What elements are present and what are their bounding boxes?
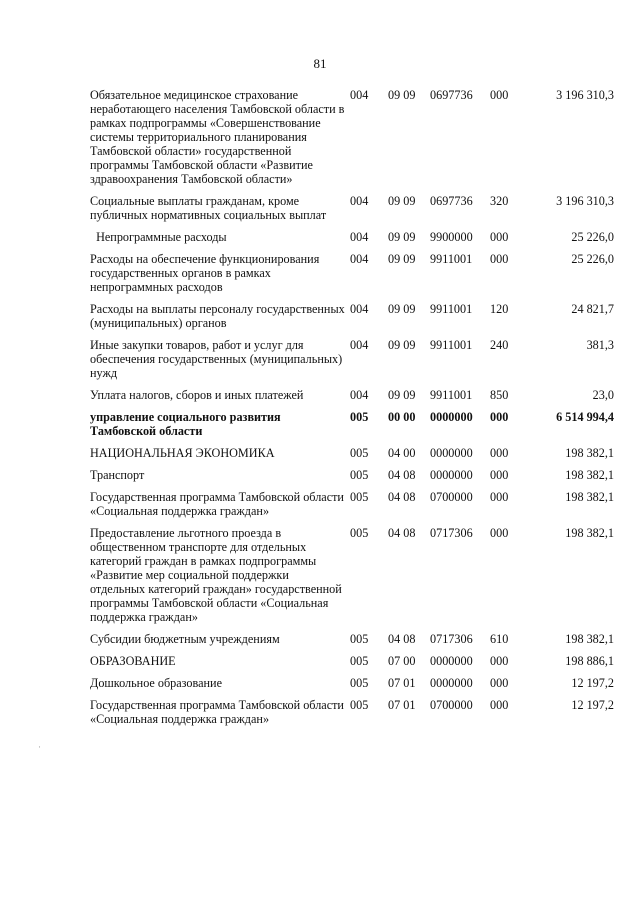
- row-amount: 3 196 310,3: [556, 88, 614, 102]
- row-admin-code: 005: [350, 676, 369, 690]
- row-amount: 24 821,7: [571, 302, 614, 316]
- row-target-code: 0000000: [430, 676, 473, 690]
- row-amount: 25 226,0: [571, 252, 614, 266]
- row-section-code: 04 00: [388, 446, 416, 460]
- table-row: [90, 632, 614, 654]
- table-row: [90, 388, 614, 410]
- table-row: [90, 338, 614, 388]
- row-target-code: 0700000: [430, 490, 473, 504]
- row-expense-type: 000: [490, 88, 509, 102]
- row-admin-code: 005: [350, 526, 369, 540]
- row-name: Предоставление льготного проезда в общественном транспорте для отдельных категорий граждан в рамках подпрограммы «Развитие мер социальной поддержки отдельных категорий граждан» государственной программы Тамбовской области «Социальная поддержка граждан»: [90, 526, 342, 624]
- row-target-code: 0000000: [430, 654, 473, 668]
- row-amount: 3 196 310,3: [556, 194, 614, 208]
- table-row: [90, 230, 614, 252]
- row-target-code: 9911001: [430, 252, 473, 266]
- row-admin-code: 005: [350, 410, 369, 424]
- row-name: Государственная программа Тамбовской области «Социальная поддержка граждан»: [90, 490, 344, 518]
- row-section-code: 09 09: [388, 338, 416, 352]
- row-amount: 23,0: [592, 388, 614, 402]
- row-name: [90, 230, 350, 252]
- table-row-department: [90, 410, 614, 446]
- table-row: [90, 446, 614, 468]
- row-name: Иные закупки товаров, работ и услуг для обеспечения государственных (муниципальных) нужд: [90, 338, 343, 380]
- row-amount: 25 226,0: [571, 230, 614, 244]
- row-admin-code: 004: [350, 338, 369, 352]
- row-admin-code: 005: [350, 698, 369, 712]
- row-expense-type: 000: [490, 410, 509, 424]
- row-section-code: 07 01: [388, 676, 416, 690]
- row-name: Обязательное медицинское страхование неработающего населения Тамбовской области в рамках подпрограммы «Совершенствование системы территориального планирования Тамбовской области» государственной программы Тамбовской области «Развитие здравоохранения Тамбовской области»: [90, 88, 345, 186]
- row-admin-code: 005: [350, 490, 369, 504]
- row-name: Социальные выплаты гражданам, кроме публичных нормативных социальных выплат: [90, 194, 327, 222]
- row-target-code: 9911001: [430, 302, 473, 316]
- page-number: 81: [313, 56, 327, 71]
- row-expense-type: 610: [490, 632, 509, 646]
- table-row: [90, 88, 614, 194]
- row-amount: 12 197,2: [571, 698, 614, 712]
- row-section-code: 04 08: [388, 632, 416, 646]
- row-expense-type: 000: [490, 698, 509, 712]
- row-admin-code: 005: [350, 468, 369, 482]
- row-name: Субсидии бюджетным учреждениям: [90, 632, 280, 646]
- row-amount: 381,3: [586, 338, 614, 352]
- row-amount: 6 514 994,4: [556, 410, 614, 424]
- row-amount: 198 382,1: [565, 632, 614, 646]
- row-admin-code: 005: [350, 446, 369, 460]
- row-section-code: 07 00: [388, 654, 416, 668]
- row-section-code: 04 08: [388, 526, 416, 540]
- table-row: [90, 194, 614, 230]
- table-row: [90, 252, 614, 302]
- row-name: Государственная программа Тамбовской области «Социальная поддержка граждан»: [90, 698, 344, 726]
- row-section-code: 09 09: [388, 252, 416, 266]
- table-row: [90, 302, 614, 338]
- row-expense-type: 850: [490, 388, 509, 402]
- row-amount: 198 382,1: [565, 446, 614, 460]
- row-expense-type: 000: [490, 654, 509, 668]
- row-name: НАЦИОНАЛЬНАЯ ЭКОНОМИКА: [90, 446, 275, 460]
- row-amount: 198 382,1: [565, 526, 614, 540]
- row-admin-code: 004: [350, 88, 369, 102]
- row-admin-code: 005: [350, 654, 369, 668]
- row-admin-code: 004: [350, 194, 369, 208]
- row-target-code: 0697736: [430, 194, 473, 208]
- table-row: [90, 676, 614, 698]
- table-row: [90, 526, 614, 632]
- row-target-code: 0697736: [430, 88, 473, 102]
- row-expense-type: 120: [490, 302, 509, 316]
- row-section-code: 09 09: [388, 194, 416, 208]
- row-amount: 198 382,1: [565, 468, 614, 482]
- row-name: Уплата налогов, сборов и иных платежей: [90, 388, 304, 402]
- table-row: [90, 490, 614, 526]
- row-name: управление социального развития Тамбовской области: [90, 410, 281, 438]
- budget-table: [90, 88, 614, 734]
- row-amount: 12 197,2: [571, 676, 614, 690]
- table-row: [90, 654, 614, 676]
- row-expense-type: 000: [490, 526, 509, 540]
- row-section-code: 00 00: [388, 410, 416, 424]
- row-section-code: 04 08: [388, 468, 416, 482]
- row-section-code: 04 08: [388, 490, 416, 504]
- row-target-code: 9900000: [430, 230, 473, 244]
- row-target-code: 0717306: [430, 526, 473, 540]
- row-expense-type: 240: [490, 338, 509, 352]
- table-row: [90, 698, 614, 734]
- row-expense-type: 320: [490, 194, 509, 208]
- row-admin-code: 004: [350, 230, 369, 244]
- row-name: Расходы на обеспечение функционирования государственных органов в рамках непрограммных расходов: [90, 252, 320, 294]
- row-section-code: 07 01: [388, 698, 416, 712]
- row-expense-type: 000: [490, 490, 509, 504]
- row-name: Транспорт: [90, 468, 145, 482]
- row-target-code: 0717306: [430, 632, 473, 646]
- row-target-code: 9911001: [430, 338, 473, 352]
- row-name: ОБРАЗОВАНИЕ: [90, 654, 176, 668]
- row-target-code: 0000000: [430, 468, 473, 482]
- row-expense-type: 000: [490, 446, 509, 460]
- row-section-code: 09 09: [388, 388, 416, 402]
- row-expense-type: 000: [490, 230, 509, 244]
- row-target-code: 0000000: [430, 446, 473, 460]
- row-name: Расходы на выплаты персоналу государственных (муниципальных) органов: [90, 302, 345, 330]
- row-amount: 198 382,1: [565, 490, 614, 504]
- row-target-code: 0000000: [430, 410, 473, 424]
- row-expense-type: 000: [490, 252, 509, 266]
- row-section-code: 09 09: [388, 302, 416, 316]
- row-admin-code: 004: [350, 302, 369, 316]
- row-expense-type: 000: [490, 676, 509, 690]
- row-target-code: 9911001: [430, 388, 473, 402]
- row-admin-code: 005: [350, 632, 369, 646]
- row-amount: 198 886,1: [565, 654, 614, 668]
- row-section-code: 09 09: [388, 230, 416, 244]
- row-admin-code: 004: [350, 252, 369, 266]
- row-target-code: 0700000: [430, 698, 473, 712]
- scan-speck: ·: [38, 742, 41, 752]
- row-name: Дошкольное образование: [90, 676, 222, 690]
- table-row: [90, 468, 614, 490]
- row-expense-type: 000: [490, 468, 509, 482]
- row-admin-code: 004: [350, 388, 369, 402]
- row-section-code: 09 09: [388, 88, 416, 102]
- row-name-text: Непрограммные расходы: [96, 230, 227, 244]
